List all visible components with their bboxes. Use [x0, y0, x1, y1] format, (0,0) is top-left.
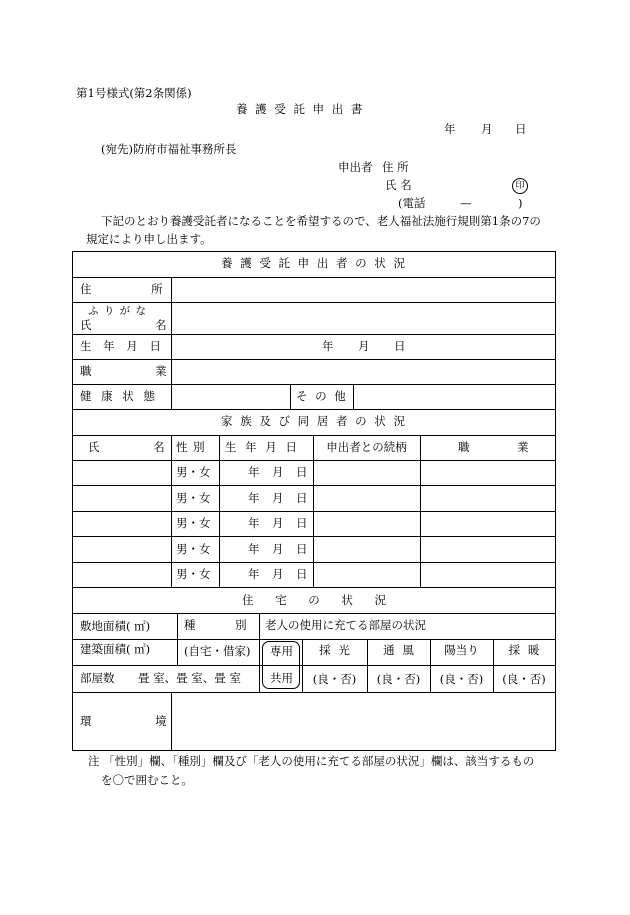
applicant-label: 申出者 — [338, 160, 373, 174]
col-line — [171, 277, 172, 409]
row-line — [72, 562, 556, 563]
col-line — [219, 435, 220, 587]
row-line — [72, 485, 556, 486]
row-day-label: 日 — [296, 516, 308, 530]
row-line — [72, 277, 556, 278]
row-month-label: 月 — [272, 491, 284, 505]
sex-option[interactable]: 男・女 — [176, 516, 211, 530]
row-line — [72, 665, 556, 666]
row-line — [72, 334, 556, 335]
row-month-label: 月 — [272, 465, 284, 479]
sex-option[interactable]: 男・女 — [176, 491, 211, 505]
family-col-sex: 性 別 — [176, 440, 205, 454]
phone-dash: — — [460, 196, 472, 210]
name-label: 氏 名 — [80, 318, 167, 332]
row-year-label: 年 — [248, 567, 260, 581]
table-border-right — [555, 251, 556, 751]
row-year-label: 年 — [248, 491, 260, 505]
row-line — [72, 692, 556, 693]
ventilation-option[interactable]: (良・否) — [376, 672, 421, 686]
room-status-label: 老人の使用に充てる部屋の状況 — [265, 618, 426, 632]
occupation-label: 職 業 — [80, 364, 167, 378]
phone-label: (電話 — [398, 196, 426, 210]
sunlight-option[interactable]: (良・否) — [439, 672, 484, 686]
row-month-label: 月 — [272, 542, 284, 556]
col-line — [313, 435, 314, 587]
row-line — [72, 409, 556, 410]
other-label: そ の 他 — [296, 389, 346, 403]
table-border-left — [72, 251, 73, 751]
date-month-label: 月 — [481, 122, 493, 136]
date-year-label: 年 — [444, 122, 456, 136]
row-year-label: 年 — [248, 542, 260, 556]
form-number: 第1号様式(第2条関係) — [76, 86, 192, 100]
table-border-top — [72, 251, 556, 252]
name-field[interactable] — [174, 305, 554, 332]
birthdate-label: 生 年 月 日 — [80, 339, 161, 353]
shared-option[interactable]: 共用 — [270, 671, 293, 685]
address-field[interactable] — [174, 280, 554, 300]
row-line — [72, 460, 556, 461]
lighting-label: 採 光 — [319, 643, 350, 657]
family-col-relation: 申出者との続柄 — [326, 440, 407, 454]
row-line — [72, 384, 556, 385]
health-field[interactable] — [174, 387, 288, 407]
site-area-label: 敷地面積( ㎡) — [80, 619, 151, 633]
housing-section-heading: 住 宅 の 状 況 — [241, 593, 387, 607]
col-line — [177, 613, 178, 665]
col-line — [171, 692, 172, 750]
row-day-label: 日 — [296, 491, 308, 505]
table-border-bottom — [72, 750, 556, 751]
lighting-option[interactable]: (良・否) — [312, 672, 357, 686]
heating-label: 採 暖 — [508, 643, 540, 657]
rooms-label: 部屋数 — [80, 671, 115, 685]
page-title: 養 護 受 託 申 出 書 — [236, 102, 365, 116]
row-month-label: 月 — [272, 516, 284, 530]
col-line — [290, 384, 291, 409]
row-month-label: 月 — [272, 567, 284, 581]
row-line — [72, 511, 556, 512]
family-col-occupation: 職 業 — [458, 440, 529, 454]
occupation-field[interactable] — [174, 362, 554, 382]
row-line — [72, 435, 556, 436]
row-line — [72, 613, 556, 614]
note-line-1: 注 「性別」欄、「種別」欄及び「老人の使用に充てる部屋の状況」欄は、該当するもの — [88, 754, 535, 768]
birth-day-label: 日 — [394, 339, 406, 353]
applicant-section-heading: 養 護 受 託 申 出 者 の 状 況 — [221, 256, 407, 270]
family-section-heading: 家 族 及 び 同 居 者 の 状 況 — [221, 414, 407, 428]
sex-option[interactable]: 男・女 — [176, 542, 211, 556]
row-line — [72, 359, 556, 360]
row-year-label: 年 — [248, 465, 260, 479]
intro-line-2: 規定により申し出ます。 — [86, 232, 212, 246]
applicant-address-label: 住 所 — [382, 160, 409, 174]
birth-year-label: 年 — [322, 339, 334, 353]
row-day-label: 日 — [296, 465, 308, 479]
col-line — [353, 384, 354, 409]
seal-mark: 印 — [512, 178, 528, 194]
building-area-label: 建築面積( ㎡) — [80, 642, 151, 656]
row-year-label: 年 — [248, 516, 260, 530]
birth-month-label: 月 — [358, 339, 370, 353]
sex-option[interactable]: 男・女 — [176, 567, 211, 581]
family-col-birth: 生 年 月 日 — [225, 440, 297, 454]
col-line — [259, 613, 260, 692]
heating-option[interactable]: (良・否) — [502, 672, 546, 686]
applicant-name-label: 氏 名 — [385, 178, 412, 192]
intro-line-1: 下記のとおり養護受託者になることを希望するので、老人福祉法施行規則第1条の7の — [101, 214, 541, 228]
rooms-value: 畳 室、畳 室、畳 室 — [138, 671, 241, 685]
addressee: (宛先)防府市福祉事務所長 — [101, 142, 237, 156]
col-line — [171, 435, 172, 587]
family-col-name: 氏 名 — [88, 440, 165, 454]
environment-label: 環 境 — [80, 714, 167, 728]
note-line-2: を〇で囲むこと。 — [101, 773, 193, 787]
phone-close: ) — [518, 196, 523, 210]
type-options[interactable]: (自宅・借家) — [184, 644, 251, 658]
sex-option[interactable]: 男・女 — [176, 465, 211, 479]
row-day-label: 日 — [296, 567, 308, 581]
type-label: 種 別 — [184, 618, 247, 632]
row-line — [72, 302, 556, 303]
sunlight-label: 陽当り — [444, 643, 479, 657]
row-line — [72, 587, 556, 588]
row-day-label: 日 — [296, 542, 308, 556]
row-line — [72, 639, 556, 640]
col-line — [420, 435, 421, 587]
row-line — [72, 536, 556, 537]
dedicated-option[interactable]: 専用 — [270, 644, 293, 658]
ventilation-label: 通 風 — [383, 643, 414, 657]
furigana-label: ふ り が な — [88, 305, 148, 317]
date-day-label: 日 — [515, 122, 527, 136]
other-field[interactable] — [356, 387, 553, 407]
health-label: 健 康 状 態 — [80, 389, 155, 403]
environment-field[interactable] — [174, 695, 554, 748]
address-label: 住 所 — [80, 282, 163, 296]
